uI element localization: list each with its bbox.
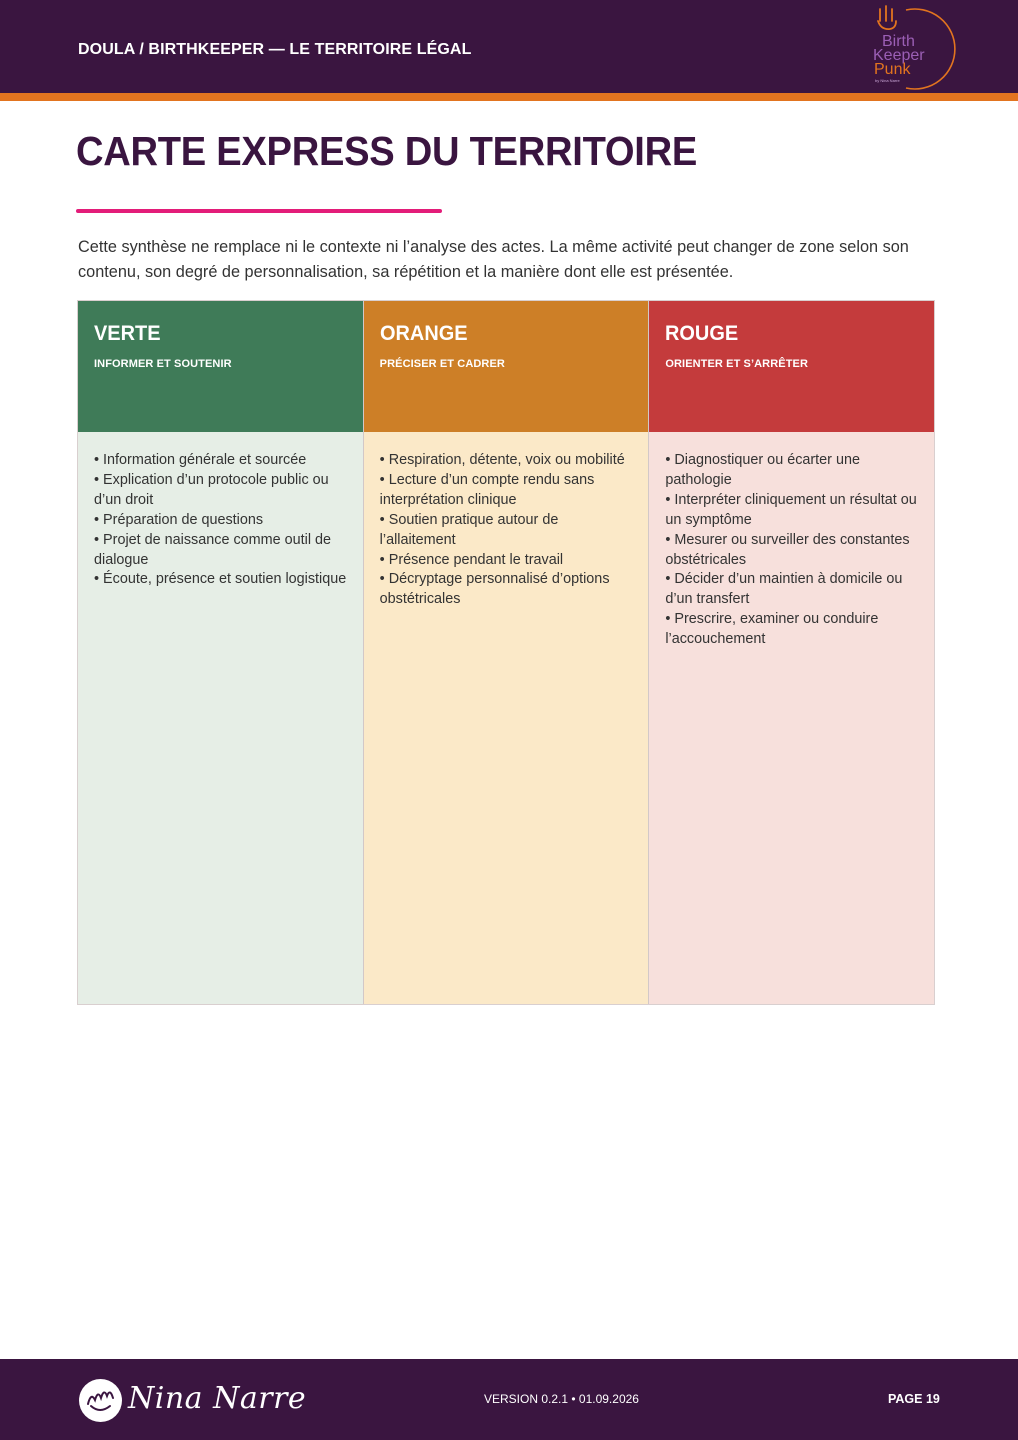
zone-rouge bbox=[648, 301, 934, 1004]
zone-body bbox=[649, 432, 934, 1004]
list-item: • Préparation de questions bbox=[94, 511, 347, 531]
zone-subtitle: PRÉCISER ET CADRER bbox=[379, 358, 505, 370]
list-item: • Présence pendant le travail bbox=[380, 551, 633, 571]
list-item: • Prescrire, examiner ou conduire l’accouchement bbox=[665, 610, 918, 650]
logo-text-birth: Birth bbox=[882, 33, 915, 50]
page-header bbox=[0, 0, 1018, 93]
list-item: • Soutien pratique autour de l’allaitement bbox=[380, 511, 633, 551]
zone-name: ORANGE bbox=[379, 322, 468, 345]
zone-item-list bbox=[665, 451, 918, 650]
zone-body bbox=[364, 432, 649, 1004]
zone-item-list bbox=[380, 451, 633, 610]
zone-verte bbox=[78, 301, 363, 1004]
logo-text-keeper: Keeper bbox=[873, 47, 925, 64]
zone-name: VERTE bbox=[94, 322, 161, 345]
list-item: • Respiration, détente, voix ou mobilité bbox=[380, 451, 633, 471]
zone-header bbox=[78, 301, 363, 432]
list-item: • Interpréter cliniquement un résultat ou un symptôme bbox=[665, 491, 918, 531]
list-item: • Lecture d’un compte rendu sans interprétation clinique bbox=[380, 471, 633, 511]
list-item: • Information générale et sourcée bbox=[94, 451, 347, 471]
zone-subtitle: INFORMER ET SOUTENIR bbox=[94, 358, 232, 370]
title-underline bbox=[76, 209, 442, 213]
zone-body bbox=[78, 432, 363, 1004]
version-date: VERSION 0.2.1 • 01.09.2026 bbox=[484, 1392, 639, 1406]
zone-name: ROUGE bbox=[665, 322, 739, 345]
zone-header bbox=[649, 301, 934, 432]
zone-subtitle: ORIENTER ET S’ARRÊTER bbox=[665, 358, 809, 370]
page-footer bbox=[0, 1359, 1018, 1440]
header-accent-stripe bbox=[0, 93, 1018, 101]
document-title: DOULA / BIRTHKEEPER — LE TERRITOIRE LÉGAL bbox=[78, 41, 472, 58]
nina-narre-logo-icon bbox=[79, 1379, 122, 1422]
page-number: PAGE 19 bbox=[888, 1392, 940, 1406]
list-item: • Projet de naissance comme outil de dialogue bbox=[94, 531, 347, 571]
logo-byline: by Nina Narre bbox=[875, 78, 900, 83]
zone-orange bbox=[363, 301, 649, 1004]
brand-name: Nina Narre bbox=[128, 1381, 307, 1416]
logo-text-punk: Punk bbox=[874, 61, 911, 78]
page-title: CARTE EXPRESS DU TERRITOIRE bbox=[76, 128, 698, 174]
birthkeeper-punk-logo bbox=[866, 2, 956, 92]
intro-paragraph: Cette synthèse ne remplace ni le contexte ni l’analyse des actes. La même activité peut changer de zone selon son contenu, son degré de personnalisation, sa répétition et la manière dont elle est présentée. bbox=[78, 238, 909, 281]
list-item: • Explication d’un protocole public ou d’un droit bbox=[94, 471, 347, 511]
territory-zones-table bbox=[77, 300, 935, 1005]
list-item: • Décryptage personnalisé d’options obstétricales bbox=[380, 570, 633, 610]
zone-item-list bbox=[94, 451, 347, 590]
list-item: • Décider d’un maintien à domicile ou d’un transfert bbox=[665, 570, 918, 610]
list-item: • Écoute, présence et soutien logistique bbox=[94, 570, 347, 590]
zone-header bbox=[364, 301, 649, 432]
list-item: • Diagnostiquer ou écarter une pathologie bbox=[665, 451, 918, 491]
list-item: • Mesurer ou surveiller des constantes obstétricales bbox=[665, 531, 918, 571]
